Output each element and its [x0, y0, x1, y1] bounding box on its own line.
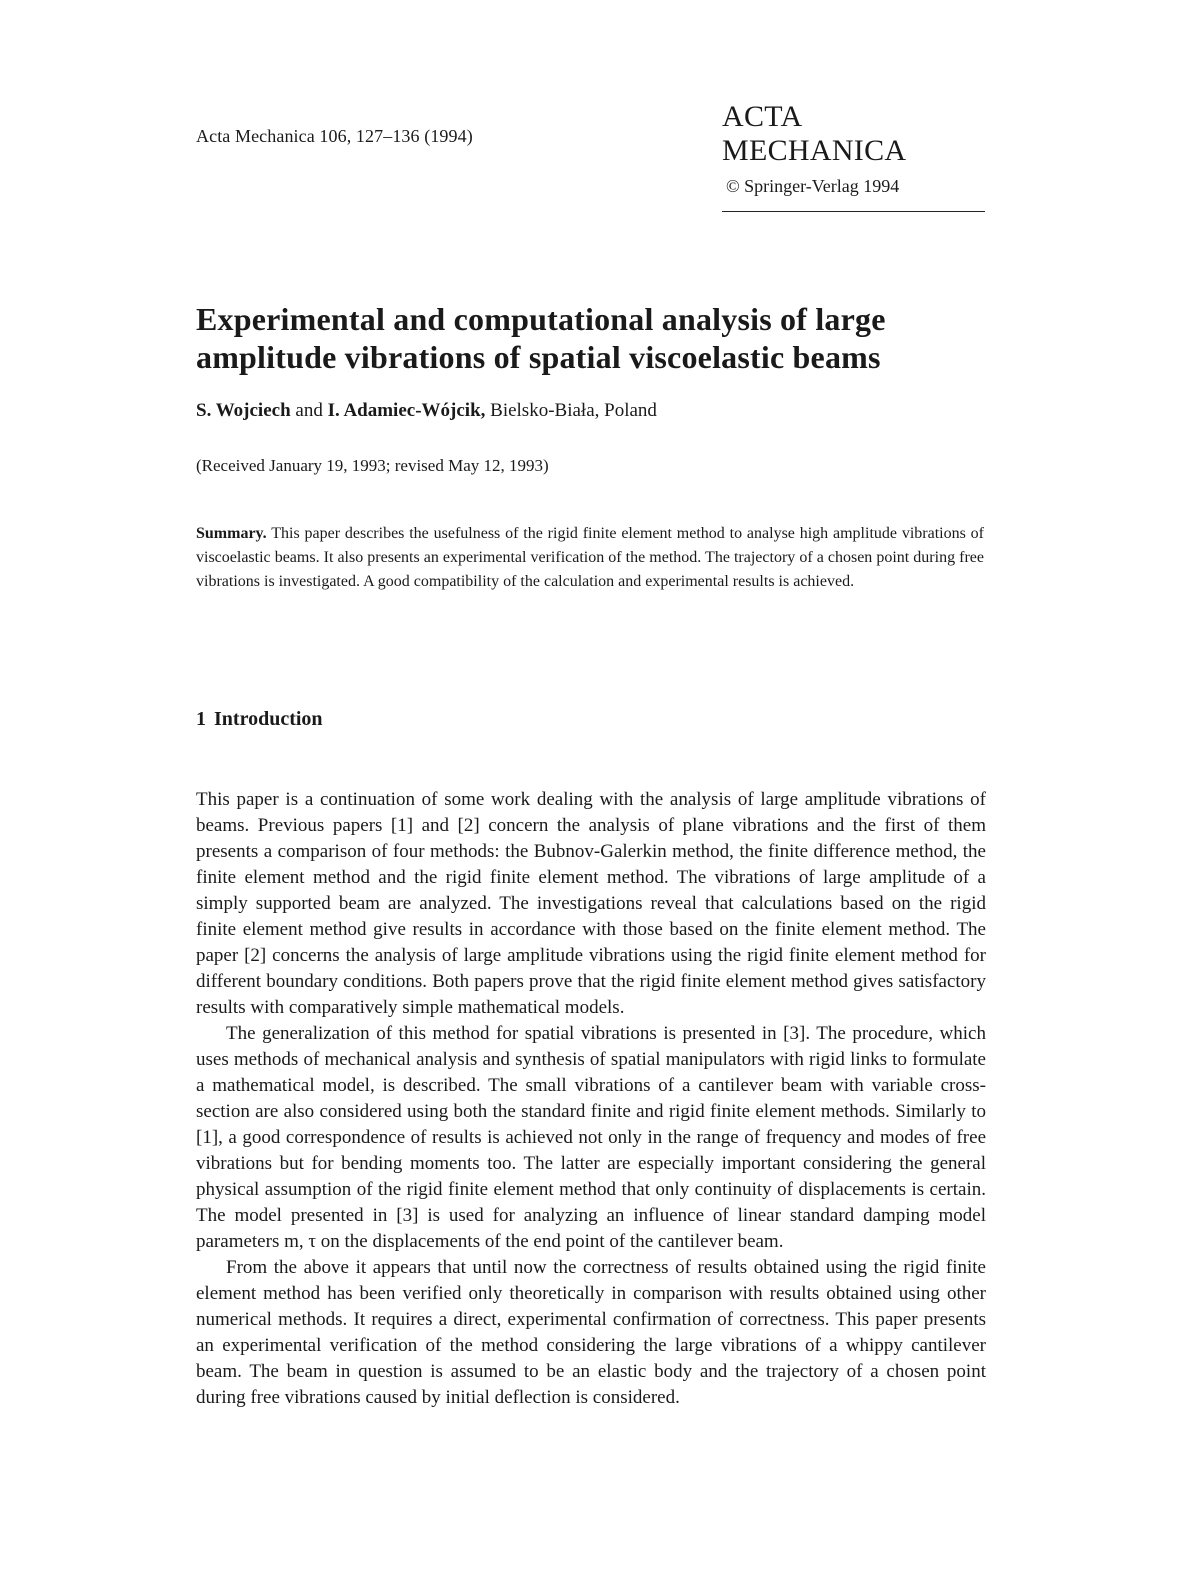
paragraph-1: This paper is a continuation of some work dealing with the analysis of large amplitude vibrations of beams. Previous papers [1] and [2] concern the analysis of plane vibrations and the first of them presents a comparison of four methods: the Bubnov-Galerkin method, the finite difference method, the finite element method and the rigid finite element method. The vibrations of large amplitude of a simply supported beam are analyzed. The investigations reveal that calculations based on the rigid finite element method give results in accordance with those based on the finite element method. The paper [2] concerns the analysis of large amplitude vibrations using the rigid finite element method for different boundary conditions. Both papers prove that the rigid finite element method gives satisfactory results with comparatively simple mathematical models. — [196, 789, 986, 1018]
journal-header — [722, 100, 985, 212]
summary-text: This paper describes the usefulness of the rigid finite element method to analyse high amplitude vibrations of viscoelastic beams. It also presents an experimental verification of the method. The trajectory of a chosen point during free vibrations is investigated. A good compatibility of the calculation and experimental results is achieved. — [196, 525, 984, 590]
paragraph-3: From the above it appears that until now the correctness of results obtained using the rigid finite element method has been verified only theoretically in comparison with results obtained using other numerical methods. It requires a direct, experimental confirmation of correctness. This paper presents an experimental verification of the method considering the large vibrations of a whippy cantilever beam. The beam in question is assumed to be an elastic body and the trajectory of a chosen point during free vibrations caused by initial deflection is considered. — [196, 1257, 986, 1408]
section-number: 1 — [196, 708, 206, 730]
journal-name: ACTA MECHANICA — [722, 100, 907, 167]
title-line-2: amplitude vibrations of spatial viscoelastic beams — [196, 339, 881, 375]
section-title: Introduction — [214, 708, 323, 730]
author-connector: and — [290, 400, 328, 421]
paper-title — [196, 300, 996, 376]
author-2: I. Adamiec-Wójcik, — [327, 400, 486, 421]
header-rule — [722, 211, 985, 212]
journal-citation: Acta Mechanica 106, 127–136 (1994) — [196, 126, 473, 146]
summary-label: Summary. — [196, 525, 267, 542]
author-line — [196, 400, 657, 422]
paragraph-2: The generalization of this method for spatial vibrations is presented in [3]. The procedure, which uses methods of mechanical analysis and synthesis of spatial manipulators with rigid links to formulate a mathematical model, is described. The small vibrations of a cantilever beam with variable cross-section are also considered using both the standard finite and rigid finite element methods. Similarly to [1], a good correspondence of results is achieved not only in the range of frequency and modes of free vibrations but for bending moments too. The latter are especially important considering the general physical assumption of the rigid finite element method that only continuity of displacements is certain. The model presented in [3] is used for analyzing an influence of linear standard damping model parameters m, τ on the displacements of the end point of the cantilever beam. — [196, 1023, 986, 1252]
author-1: S. Wojciech — [196, 400, 291, 421]
received-dates: (Received January 19, 1993; revised May 12, 1993) — [196, 456, 549, 475]
section-heading — [196, 708, 323, 731]
author-affiliation: Bielsko-Biała, Poland — [485, 400, 657, 421]
section-body — [196, 787, 986, 1411]
copyright-notice: © Springer-Verlag 1994 — [726, 176, 900, 196]
summary-block — [196, 522, 984, 594]
title-line-1: Experimental and computational analysis of large — [196, 301, 886, 337]
